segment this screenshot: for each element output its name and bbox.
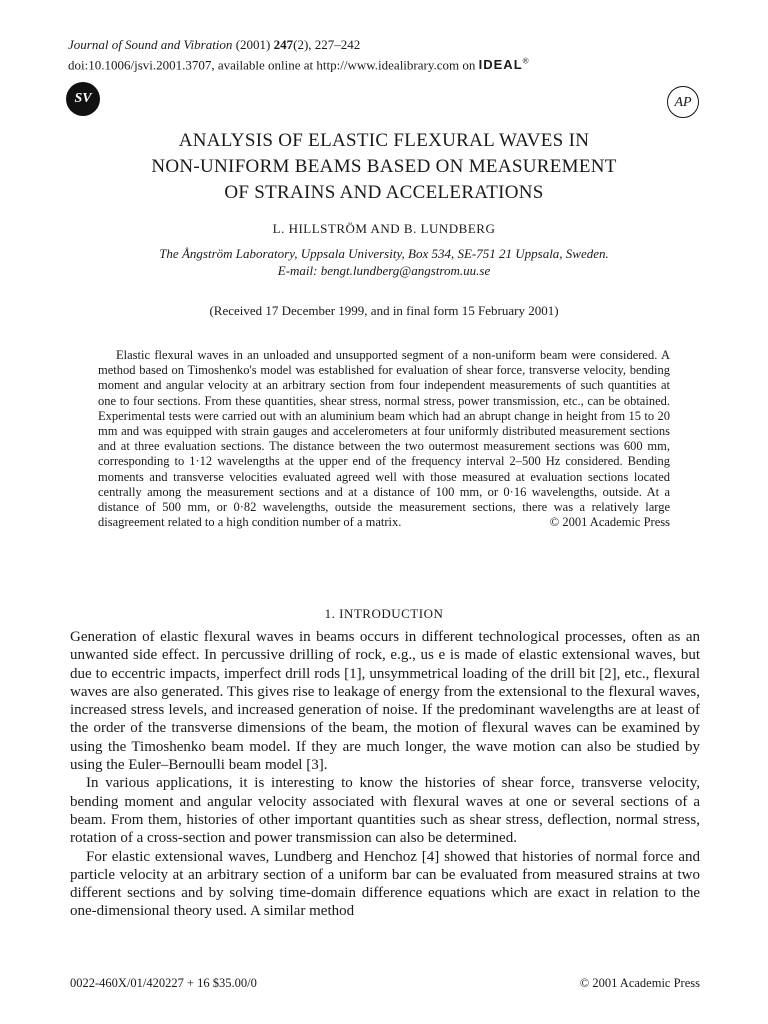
abstract-copyright: © 2001 Academic Press [549,515,670,530]
section-body [70,628,700,921]
journal-citation [68,36,360,53]
registered-mark: ® [522,57,530,66]
journal-volume: 247 [273,37,294,52]
ideal-logo: IDEAL® [478,57,530,73]
received-dates: (Received 17 December 1999, and in final form 15 February 2001) [209,303,559,318]
journal-issue-pages: (2), 227–242 [293,37,361,52]
affiliation-address: The Ångström Laboratory, Uppsala University, Box 534, SE-751 21 Uppsala, Sweden. [159,246,609,261]
doi-text[interactable]: doi:10.1006/jsvi.2001.3707, available online at http://www.idealibrary.com on [68,57,476,73]
abstract [98,348,670,530]
affiliation-email: E-mail: bengt.lundberg@angstrom.uu.se [277,263,491,278]
journal-year: (2001) [235,37,271,52]
abstract-text: Elastic flexural waves in an unloaded and unsupported segment of a non-uniform beam were considered. A method based on Timoshenko's model was established for evaluation of shear force, transverse velocity, bending moment and angular velocity at an arbitrary section from four independent measurements of such quantities at one to four sections. From these quantities, shear stress, normal stress, power transmission, etc., can be obtained. Experimental tests were carried out with an aluminium beam which had an abrupt change in height from 15 to 20 mm and was equipped with strain gauges and accelerometers at four uniformly distributed measurement sections and at three evaluation sections. The distance between the two outermost measurement sections was 600 mm, corresponding to 1·12 wavelengths at the upper end of the frequency interval 2–500 Hz considered. Bending moments and transverse velocities evaluated agreed well with those measured at evaluation sections located centrally among the measurement sections and at a distance of 100 mm, or 0·16 wavelengths, outside. At a distance of 500 mm, or 0·82 wavelengths, outside the measurement sections, there was a relatively large disagreement related to a high condition number of a matrix. [98,348,670,530]
body-paragraph: For elastic extensional waves, Lundberg and Henchoz [4] showed that histories of normal force and particle velocity at an arbitrary section of a uniform bar can be evaluated from measured strains at two different sections and by solving time-domain difference equations which are exact in relation to the one-dimensional theory used. A similar method [70,848,700,920]
body-paragraph: Generation of elastic flexural waves in beams occurs in different technological processes, often as an unwanted side effect. In percussive drilling of rock, e.g., us e is made of elastic extensional waves, but due to eccentric impacts, imperfect drill rods [1], unsymmetrical loading of the drill bit [2], etc., flexural waves are also generated. This gives rise to leakage of energy from the extensional to the flexural waves, increased stress levels, and increased generation of noise. If the predominant wavelengths are at least of the order of the transverse dimensions of the beam, the motion of flexural waves can be examined by using the Timoshenko beam model. If they are much longer, the wave motion can also be studied by using the Euler–Bernoulli beam model [3]. [70,629,700,774]
title-line: ANALYSIS OF ELASTIC FLEXURAL WAVES IN [178,130,590,151]
authors: L. HILLSTRÖM AND B. LUNDBERG [272,221,496,236]
affiliation [60,245,708,279]
journal-name: Journal of Sound and Vibration [68,37,233,52]
footer-copyright: © 2001 Academic Press [579,976,700,990]
body-paragraph: In various applications, it is interesting to know the histories of shear force, transverse velocity, bending moment and angular velocity associated with flexural waves at one or several sections of a beam. From them, histories of other important quantities such as shear stress, deflection, normal stress, rotation of a cross-section and power transmission can also be determined. [70,775,700,847]
title-line: NON-UNIFORM BEAMS BASED ON MEASUREMENT [151,156,617,177]
section-heading: 1. INTRODUCTION [324,606,444,621]
ap-logo: AP [667,86,699,118]
sv-logo: SV [66,82,100,116]
paper-title [60,128,708,206]
doi-line [68,53,530,73]
footer-code: 0022-460X/01/420227 + 16 $35.00/0 [70,976,257,990]
title-line: OF STRAINS AND ACCELERATIONS [224,182,544,203]
